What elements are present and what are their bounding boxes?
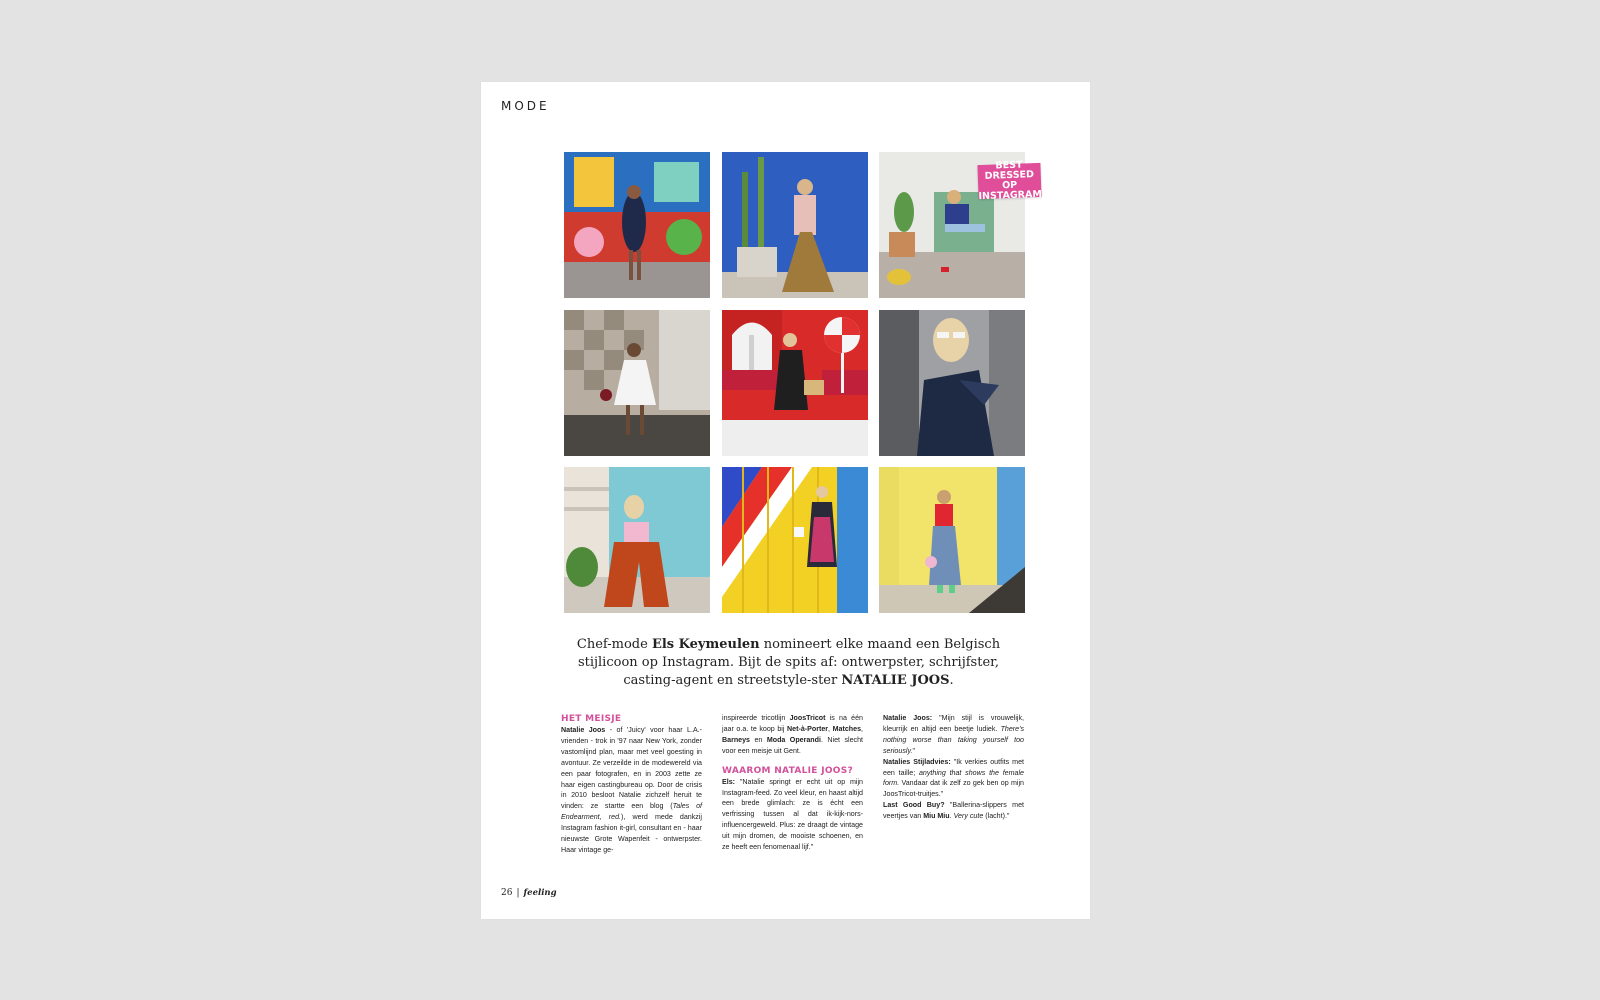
magazine-name: feeling bbox=[523, 888, 557, 898]
bold-brand: Matches bbox=[832, 724, 862, 733]
folio-separator: | bbox=[516, 888, 520, 898]
page-folio bbox=[501, 888, 557, 898]
article-column-1 bbox=[561, 713, 702, 856]
body-text: (lacht)." bbox=[983, 812, 1010, 821]
body-text: , bbox=[861, 724, 863, 733]
intro-text: nomineert elke maand een Belgisch stijlicoon op Instagram. Bijt de spits af: ontwerpster, schrijfster, casting-agent en streetstyle-ster bbox=[577, 637, 1001, 688]
body-text: . Niet slecht voor een meisje uit Gent. bbox=[722, 735, 863, 755]
paragraph bbox=[883, 713, 1024, 757]
photo-cactus-blue-wall bbox=[722, 152, 868, 298]
photo-mural-street bbox=[564, 152, 710, 298]
bold-speaker: Last Good Buy? bbox=[883, 801, 945, 810]
intro-paragraph bbox=[561, 636, 1016, 690]
body-text: inspireerde tricotlijn bbox=[722, 714, 790, 722]
instagram-photo-grid bbox=[564, 152, 1025, 613]
body-text: " bbox=[912, 746, 915, 755]
heading-het-meisje: HET MEISJE bbox=[561, 714, 622, 724]
bold-brand: Moda Operandi bbox=[766, 735, 821, 744]
intro-text: . bbox=[949, 673, 954, 688]
paragraph bbox=[722, 777, 863, 853]
section-label: MODE bbox=[501, 99, 550, 113]
bold-speaker: Natalie Joos: bbox=[883, 714, 933, 722]
italic-text: There's nothing worse than taking yourself too seriously. bbox=[883, 724, 1024, 755]
body-text: "Mijn stijl is vrouwelijk, kleurrijk en altijd een beetje ludiek. bbox=[883, 714, 1025, 733]
body-text: "Ik verkies outfits met een taille; bbox=[883, 757, 1025, 777]
bold-brand: Net-à-Porter bbox=[787, 724, 829, 733]
body-text: is na één jaar o.a. te koop bij bbox=[722, 714, 863, 733]
badge-line-2: OP INSTAGRAM bbox=[978, 179, 1043, 203]
article-column-2 bbox=[722, 713, 863, 853]
italic-text: anything that shows the female form. bbox=[883, 768, 1025, 788]
badge-line-1: BEST DRESSED bbox=[984, 159, 1035, 182]
bold-brand: Barneys bbox=[722, 735, 750, 744]
bold-brand: Miu Miu bbox=[923, 812, 950, 821]
heading-waarom: WAAROM NATALIE JOOS? bbox=[722, 765, 854, 776]
body-text: "Natalie springt er echt uit op mijn Instagram-feed. Zo veel kleur, en haast altijd een brede glimlach: ze is écht een verfrissing tussen al dat ik-kijk-nors-influencergeweld. Plus: ze draagt de vintage uit mijn dromen, de mooiste schoenen, en ze heeft een fenomenaal lijf." bbox=[722, 777, 863, 852]
best-dressed-badge bbox=[977, 159, 1043, 203]
body-text: . bbox=[949, 812, 954, 821]
photo-checker-wall bbox=[564, 310, 710, 456]
body-text: ), werd mede dankzij Instagram fashion it-girl, consultant en - haar nieuwste Grote Wapenfeit - ontwerpster. Haar vintage ge- bbox=[561, 813, 702, 854]
photo-yellow-wall bbox=[879, 467, 1025, 613]
bold-speaker: Els: bbox=[722, 777, 736, 786]
bold-brand: JoosTricot bbox=[789, 714, 826, 722]
body-text: Vandaar dat ik zelf zo gek ben op mijn JoosTricot-truitjes." bbox=[883, 779, 1024, 799]
photo-rainbow-fence bbox=[722, 467, 868, 613]
page-number: 26 bbox=[501, 888, 513, 898]
photo-orange-suit bbox=[564, 467, 710, 613]
paragraph bbox=[722, 713, 863, 757]
body-text: "Ballerina-slippers met veertjes van bbox=[883, 801, 1024, 821]
intro-text: Chef-mode bbox=[576, 637, 652, 652]
body-text: - of 'Juicy' voor haar L.A.-vrienden - trok in '97 naar New York, zonder vastomlijnd plan, maar met veel goesting in avontuur. Ze verzeilde in de modewereld via een paar fotografen, en in 2003 zette ze haar eigen castingbureau op. Door de crisis in 2010 besloot Natalie zichzelf heruit te vinden: ze startte een blog ( bbox=[561, 726, 703, 811]
article-column-3 bbox=[883, 713, 1024, 822]
body-text: en bbox=[750, 735, 767, 744]
italic-text: Tales of Endearment, red. bbox=[561, 802, 702, 822]
paragraph bbox=[883, 757, 1024, 801]
intro-name-natalie: NATALIE JOOS bbox=[841, 673, 950, 688]
italic-text: Very cute bbox=[953, 812, 984, 821]
bold-name: Natalie Joos bbox=[561, 726, 606, 734]
intro-name-els: Els Keymeulen bbox=[651, 637, 760, 652]
paragraph bbox=[883, 800, 1024, 822]
body-text: , bbox=[828, 724, 833, 733]
magazine-page bbox=[481, 82, 1090, 919]
photo-denim-sunglasses bbox=[879, 310, 1025, 456]
photo-candy-house bbox=[722, 310, 868, 456]
bold-speaker: Natalies Stijladvies: bbox=[883, 757, 951, 766]
